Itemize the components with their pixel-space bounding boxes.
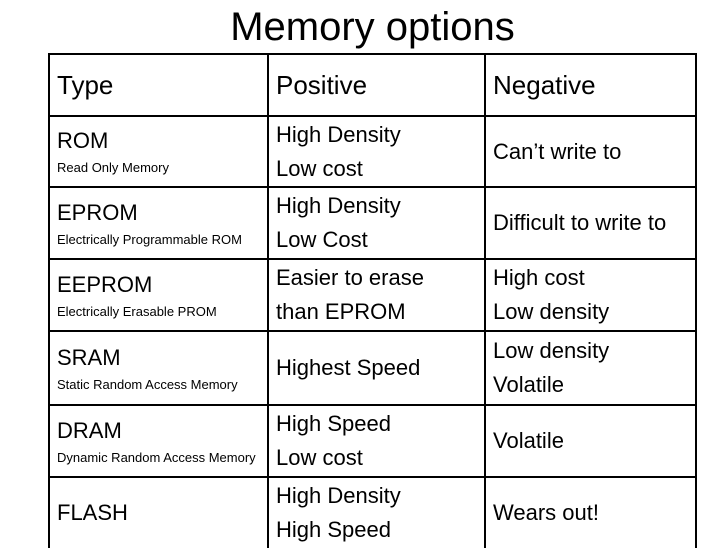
type-description: Electrically Programmable ROM [57,231,242,247]
negative-cell [485,187,696,259]
negative-cell [485,331,696,405]
positive-cell [268,405,485,477]
positive-cell [268,477,485,548]
page-title: Memory options [230,5,515,49]
table-header-row [49,54,696,116]
header-negative: Negative [485,54,696,116]
positive-cell [268,259,485,331]
positive-item: Low cost [276,445,363,470]
positive-item: High Speed [276,517,391,542]
header-positive: Positive [268,54,485,116]
type-cell [49,331,268,405]
table-row [49,331,696,405]
type-cell [49,116,268,187]
type-name: EEPROM [57,271,153,297]
header-type: Type [49,54,268,116]
positive-item: Low Cost [276,227,368,252]
negative-cell [485,405,696,477]
type-description: Dynamic Random Access Memory [57,449,256,465]
negative-cell [485,116,696,187]
type-name: FLASH [57,500,128,525]
table-row [49,477,696,548]
table-row [49,405,696,477]
negative-item: Low density [493,299,610,324]
type-description: Static Random Access Memory [57,376,238,392]
table-row [49,116,696,187]
memory-options-table [48,53,697,548]
positive-cell [268,116,485,187]
positive-cell [268,187,485,259]
type-name: ROM [57,128,109,153]
type-cell [49,187,268,259]
negative-item: Low density [493,338,610,363]
type-description: Read Only Memory [57,160,169,175]
positive-item: High Density [276,193,401,218]
type-name: SRAM [57,344,121,370]
negative-item: High cost [493,265,585,290]
type-cell [49,405,268,477]
negative-item: Volatile [493,428,564,453]
table-row [49,259,696,331]
negative-cell [485,259,696,331]
type-description: Electrically Erasable PROM [57,303,217,319]
type-name: DRAM [57,417,122,443]
positive-item: High Speed [276,411,391,436]
positive-cell [268,331,485,405]
positive-item: than EPROM [276,299,406,324]
positive-item: Easier to erase [276,265,424,290]
positive-item: High Density [276,483,401,508]
table-row [49,187,696,259]
type-name: EPROM [57,199,138,225]
positive-item: Highest Speed [276,355,421,380]
positive-item: Low cost [276,155,363,181]
negative-item: Wears out! [493,500,599,525]
positive-item: High Density [276,121,401,147]
negative-item: Difficult to write to [493,210,667,235]
negative-item: Can’t write to [493,138,622,164]
type-cell [49,477,268,548]
negative-cell [485,477,696,548]
negative-item: Volatile [493,372,564,397]
type-cell [49,259,268,331]
